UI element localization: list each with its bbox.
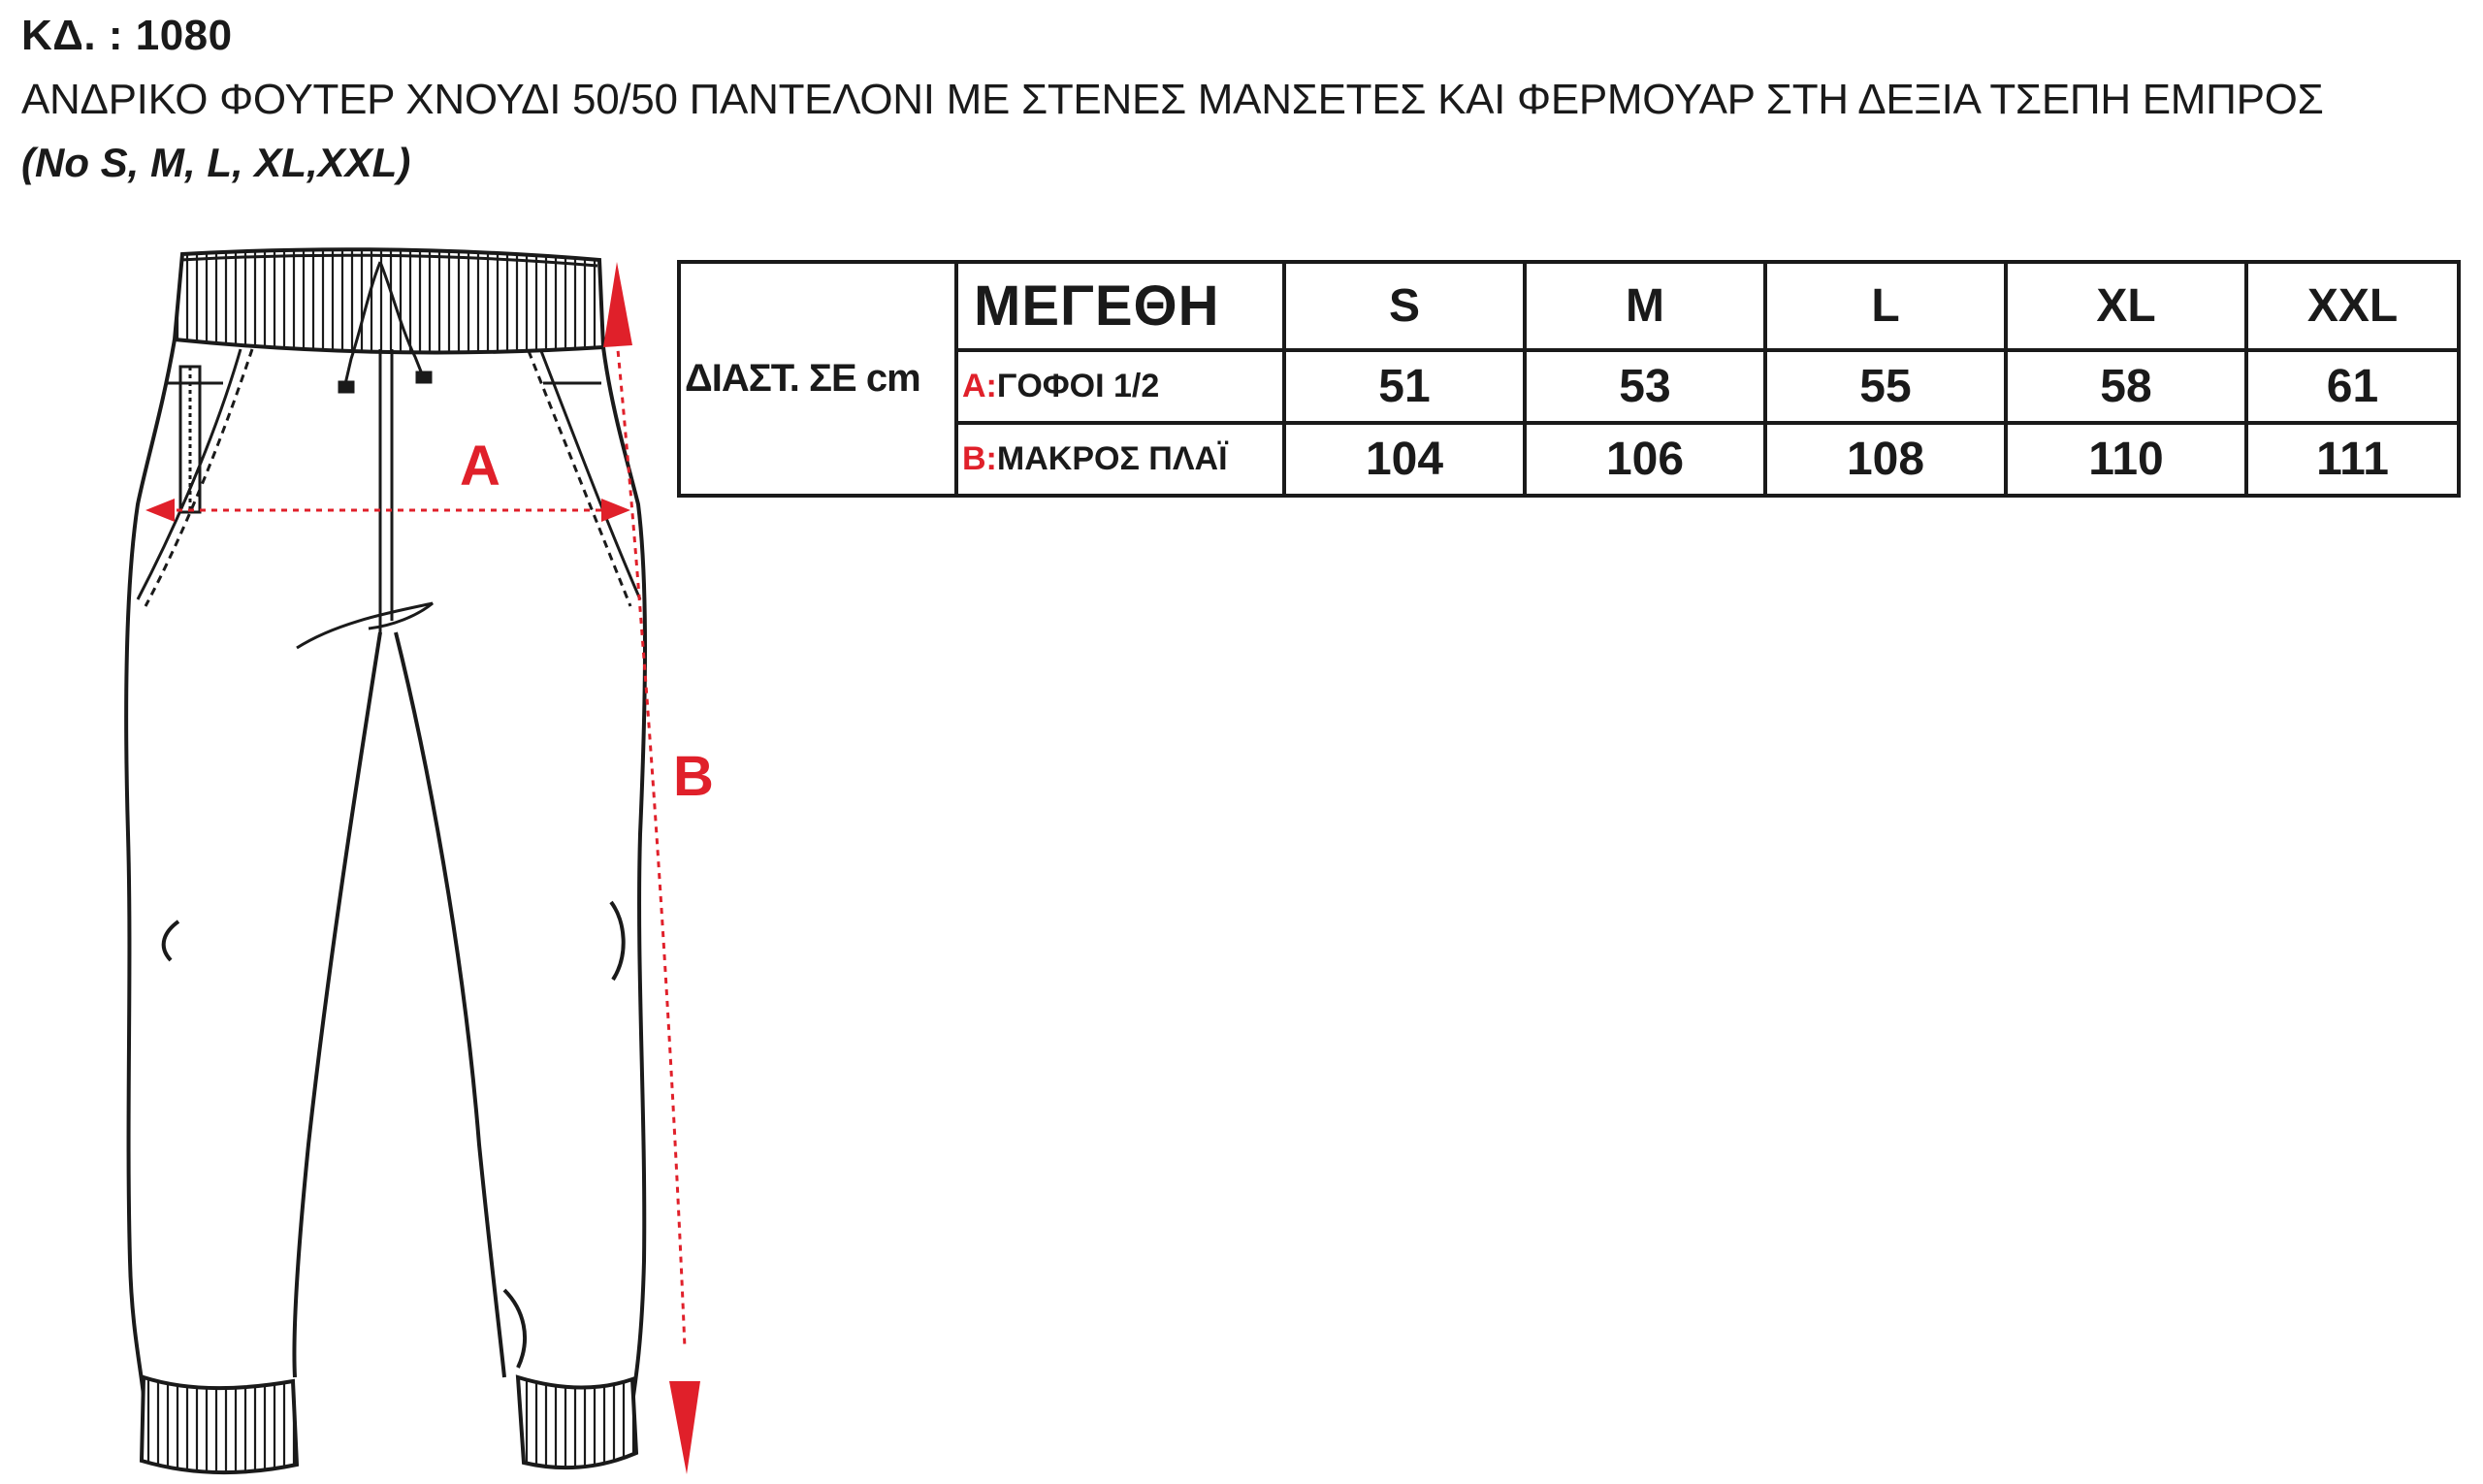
measure-a-label: A <box>460 435 500 498</box>
measurement-label <box>956 423 1284 496</box>
measurement-key: A: <box>962 367 997 404</box>
product-description: ΑΝΔΡΙΚΟ ΦΟΥΤΕΡ ΧΝΟΥΔΙ 50/50 ΠΑΝΤΕΛΟΝΙ ΜΕ ΣΤΕΝΕΣ ΜΑΝΣΕΤΕΣ ΚΑΙ ΦΕΡΜΟΥΑΡ ΣΤΗ ΔΕΞΙΑ ΤΣΕΠΗ ΕΜΠΡΟΣ <box>21 76 2324 123</box>
value-cell: 55 <box>1765 350 2006 423</box>
value-cell: 111 <box>2246 423 2459 496</box>
value-cell: 58 <box>2006 350 2246 423</box>
pants-technical-drawing <box>0 0 737 1484</box>
fly-and-crotch <box>297 349 433 648</box>
size-header-cell: L <box>1765 262 2006 350</box>
measurement-name: ΓΟΦΟΙ 1/2 <box>996 367 1160 404</box>
measurement-label <box>956 350 1284 423</box>
measure-b-label: B <box>673 745 714 808</box>
size-header-cell: S <box>1284 262 1525 350</box>
sizes-header-label: ΜΕΓΕΘΗ <box>956 262 1284 350</box>
available-sizes-note: (No S, M, L, XL,XXL) <box>21 140 411 185</box>
value-cell: 51 <box>1284 350 1525 423</box>
ankle-cuffs <box>142 1377 636 1472</box>
product-code: ΚΔ. : 1080 <box>21 12 233 59</box>
value-cell: 61 <box>2246 350 2459 423</box>
measurement-key: B: <box>962 439 997 477</box>
size-header-row <box>679 262 2459 350</box>
value-cell: 53 <box>1525 350 1765 423</box>
pants-outline <box>126 339 645 1416</box>
dimensions-unit-label: ΔΙΑΣΤ. ΣΕ cm <box>679 262 956 496</box>
measure-a-arrow <box>145 499 630 522</box>
measurement-name: ΜΑΚΡΟΣ ΠΛΑΪ <box>996 439 1228 477</box>
waistband <box>175 249 603 352</box>
size-header-cell: XXL <box>2246 262 2459 350</box>
size-chart-table <box>677 260 2461 498</box>
value-cell: 106 <box>1525 423 1765 496</box>
value-cell: 110 <box>2006 423 2246 496</box>
value-cell: 104 <box>1284 423 1525 496</box>
size-header-cell: XL <box>2006 262 2246 350</box>
size-header-cell: M <box>1525 262 1765 350</box>
value-cell: 108 <box>1765 423 2006 496</box>
right-pocket <box>529 351 640 606</box>
left-pocket <box>138 349 252 606</box>
